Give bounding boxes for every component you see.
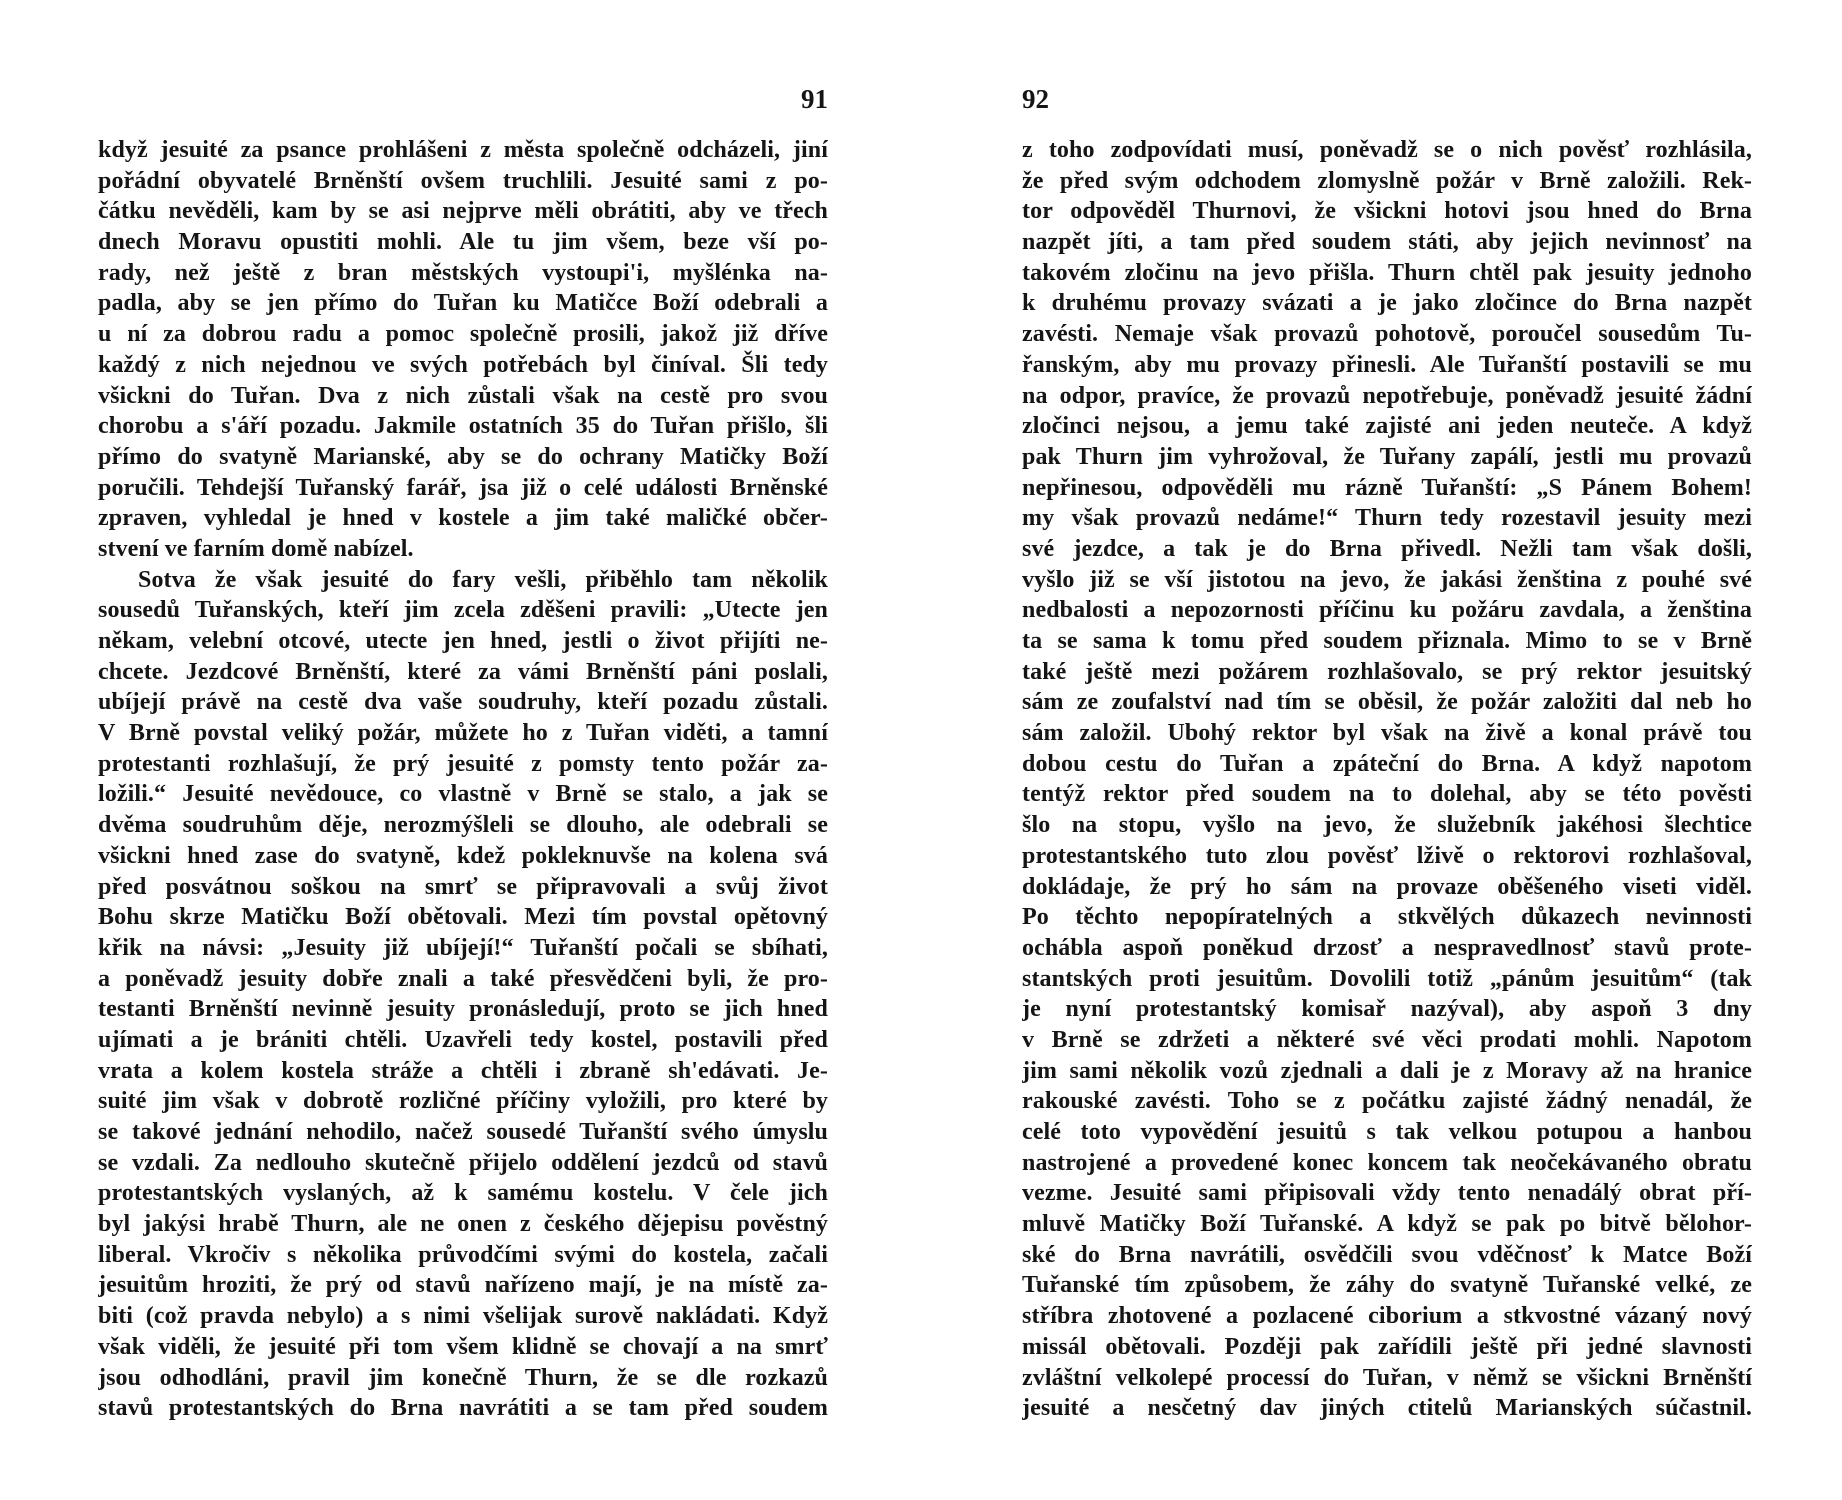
text-line: ubíjejí právě na cestě dva vaše soudruhy, kteří pozadu zůstali. — [98, 689, 828, 716]
text-line: zavésti. Nemaje však provazů pohotově, poroučel sousedům Tu- — [1022, 321, 1752, 348]
text-line: čátku nevěděli, kam by se asi nejprve měli obrátiti, aby ve třech — [98, 198, 828, 225]
text-line: pořádní obyvatelé Brněnští ovšem truchlili. Jesuité sami z po- — [98, 167, 828, 194]
text-line: když jesuité za psance prohlášeni z města společně odcházeli, jiní — [98, 137, 828, 163]
text-line: v Brně se zdržeti a některé své věci prodati mohli. Napotom — [1022, 1026, 1752, 1053]
text-line: řanským, aby mu provazy přinesli. Ale Tuřanští postavili se mu — [1022, 351, 1752, 378]
text-line: rady, než ještě z bran městských vystoupi'i, myšlénka na- — [98, 259, 828, 286]
text-line: stavů protestantských do Brna navrátiti a se tam před soudem — [98, 1395, 828, 1422]
text-line: sám založil. Ubohý rektor byl však na živě a konal právě tou — [1022, 720, 1752, 747]
text-line: byl jakýsi hrabě Thurn, ale ne onen z českého dějepisu pověstný — [98, 1211, 828, 1238]
text-line: ochábla aspoň poněkud drzosť a nespravedlnosť stavů prote- — [1022, 934, 1752, 961]
text-line: u ní za dobrou radu a pomoc společně prosili, jakož již dříve — [98, 321, 828, 348]
text-line: padla, aby se jen přímo do Tuřan ku Matičce Boží odebrali a — [98, 290, 828, 317]
text-line: protestanti rozhlašují, že prý jesuité z pomsty tento požár za- — [98, 750, 828, 777]
text-line: je nyní protestantský komisař nazýval), aby aspoň 3 dny — [1022, 996, 1752, 1023]
text-line: mluvě Matičky Boží Tuřanské. A když se pak po bitvě bělohor- — [1022, 1211, 1752, 1238]
text-line: nastrojené a provedené konec koncem tak neočekávaného obratu — [1022, 1149, 1752, 1176]
text-line: ložili.“ Jesuité nevědouce, co vlastně v Brně se stalo, a jak se — [98, 781, 828, 808]
text-line: dnech Moravu opustiti mohli. Ale tu jim všem, beze vší po- — [98, 229, 828, 256]
text-line: nepřinesou, odpověděli mu rázně Tuřanští: „S Pánem Bohem! — [1022, 474, 1752, 501]
text-line: na odpor, pravíce, že provazů nepotřebuje, poněvadž jesuité žádní — [1022, 382, 1752, 409]
text-line: Sotva že však jesuité do fary vešli, přiběhlo tam několik — [138, 566, 828, 593]
text-line: zpraven, vyhledal je hned v kostele a jim také maličké občer- — [98, 505, 828, 532]
text-line: a poněvadž jesuity dobře znali a také přesvědčeni byli, že pro- — [98, 965, 828, 992]
text-line: někam, velební otcové, utecte jen hned, jestli o život přijíti ne- — [98, 628, 828, 654]
text-line: nedbalosti a nepozornosti příčinu ku požáru zavdala, a ženština — [1022, 597, 1752, 624]
text-line: před posvátnou soškou na smrť se připravovali a svůj život — [98, 873, 828, 900]
page-number: 92 — [1022, 84, 1049, 114]
text-line: přímo do svatyně Marianské, aby se do ochrany Matičky Boží — [98, 443, 828, 470]
text-line: sousedů Tuřanských, kteří jim zcela zděšeni pravili: „Utecte jen — [98, 597, 828, 624]
text-line: Bohu skrze Matičku Boží obětovali. Mezi tím povstal opětovný — [98, 904, 828, 931]
text-line: pak Thurn jim vyhrožoval, že Tuřany zapálí, jestli mu provazů — [1022, 443, 1752, 470]
text-line: se takové jednání nehodilo, načež sousedé Tuřanští svého úmyslu — [98, 1119, 828, 1145]
text-line: ské do Brna navrátili, osvědčili svou vděčnosť k Matce Boží — [1022, 1241, 1752, 1268]
text-line: my však provazů nedáme!“ Thurn tedy rozestavil jesuity mezi — [1022, 505, 1752, 532]
text-line: každý z nich nejednou ve svých potřebách byl činíval. Šli tedy — [98, 351, 828, 378]
text-line: Po těchto nepopíratelných a stkvělých důkazech nevinnosti — [1022, 904, 1752, 931]
text-line: vyšlo již se vší jistotou na jevo, že jakási ženština z pouhé své — [1022, 566, 1752, 593]
text-line: že před svým odchodem zlomyslně požár v Brně založili. Rek- — [1022, 167, 1752, 194]
text-line: tentýž rektor před soudem na to dolehal, aby se této pověsti — [1022, 781, 1752, 808]
text-line: dokládaje, že prý ho sám na provaze oběšeného viseti viděl. — [1022, 873, 1752, 900]
text-line: ta se sama k tomu před soudem přiznala. Mimo to se v Brně — [1022, 628, 1752, 654]
text-line: poručili. Tehdejší Tuřanský farář, jsa již o celé události Brněnské — [98, 474, 828, 501]
text-line: všickni hned zase do svatyně, kdež pokleknuvše na kolena svá — [98, 842, 828, 869]
text-line: zvláštní velkolepé processí do Tuřan, v němž se všickni Brněnští — [1022, 1364, 1752, 1391]
left-page — [98, 0, 828, 1500]
text-line: jim sami několik vozů zjednali a dali je z Moravy až na hranice — [1022, 1057, 1752, 1084]
text-line: všickni do Tuřan. Dva z nich zůstali však na cestě pro svou — [98, 382, 828, 409]
text-line: ujímati a je brániti chtěli. Uzavřeli tedy kostel, postavili před — [98, 1026, 828, 1053]
text-line: své jezdce, a tak je do Brna přivedl. Nežli tam však došli, — [1022, 535, 1752, 562]
text-line: k druhému provazy svázati a je jako zločince do Brna nazpět — [1022, 290, 1752, 317]
text-line: stantských proti jesuitům. Dovolili totiž „pánům jesuitům“ (tak — [1022, 965, 1752, 992]
text-line: chcete. Jezdcové Brněnští, které za vámi Brněnští páni poslali, — [98, 658, 828, 685]
text-line: jsou odhodláni, pravil jim konečně Thurn, že se dle rozkazů — [98, 1364, 828, 1391]
text-line: dvěma soudruhům děje, nerozmýšleli se dlouho, ale odebrali se — [98, 812, 828, 839]
text-line: však viděli, že jesuité při tom všem klidně se chovají a na smrť — [98, 1333, 828, 1360]
text-line: nazpět jíti, a tam před soudem státi, aby jejich nevinnosť na — [1022, 229, 1752, 256]
text-line: jesuité a nesčetný dav jiných ctitelů Marianských súčastnil. — [1022, 1395, 1752, 1422]
text-line: liberal. Vkročiv s několika průvodčími svými do kostela, začali — [98, 1241, 828, 1268]
text-line: rakouské zavésti. Toho se z počátku zajisté žádný nenadál, že — [1022, 1088, 1752, 1115]
text-line: dobou cestu do Tuřan a zpáteční do Brna. A když napotom — [1022, 750, 1752, 777]
right-page — [1022, 0, 1752, 1500]
text-line: šlo na stopu, vyšlo na jevo, že služebník jakéhosi šlechtice — [1022, 812, 1752, 839]
page-number: 91 — [801, 84, 828, 114]
text-line: biti (což pravda nebylo) a s nimi všelijak surově nakládati. Když — [98, 1303, 828, 1330]
text-line: stvení ve farním domě nabízel. — [98, 535, 414, 562]
text-line: takovém zločinu na jevo přišla. Thurn chtěl pak jesuity jednoho — [1022, 259, 1752, 286]
text-line: protestantského tuto zlou pověsť lživě o rektorovi rozhlašoval, — [1022, 842, 1752, 869]
text-line: Tuřanské tím způsobem, že záhy do svatyně Tuřanské velké, ze — [1022, 1272, 1752, 1299]
text-line: také ještě mezi požárem rozhlašovalo, se prý rektor jesuitský — [1022, 658, 1752, 685]
text-line: vezme. Jesuité sami připisovali vždy tento nenadálý obrat pří- — [1022, 1180, 1752, 1207]
page-text — [98, 135, 828, 1424]
text-line: missál obětovali. Později pak zařídili ještě při jedné slavnosti — [1022, 1333, 1752, 1360]
text-line: křik na návsi: „Jesuity již ubíjejí!“ Tuřanští počali se sbíhati, — [98, 934, 828, 961]
text-line: zločinci nejsou, a jemu také zajisté ani jeden neuteče. A když — [1022, 413, 1752, 440]
text-line: vrata a kolem kostela stráže a chtěli i zbraně sh'edávati. Je- — [98, 1057, 828, 1084]
text-line: jesuitům hroziti, že prý od stavů nařízeno mají, je na místě za- — [98, 1272, 828, 1299]
text-line: testanti Brněnští nevinně jesuity pronásledují, proto se jich hned — [98, 996, 828, 1023]
text-line: se vzdali. Za nedlouho skutečně přijelo oddělení jezdců od stavů — [98, 1149, 828, 1176]
text-line: tor odpověděl Thurnovi, že všickni hotovi jsou hned do Brna — [1022, 198, 1752, 225]
text-line: V Brně povstal veliký požár, můžete ho z Tuřan viděti, a tamní — [98, 720, 828, 747]
text-line: chorobu a s'áří pozadu. Jakmile ostatních 35 do Tuřan přišlo, šli — [98, 413, 828, 440]
text-line: suité jim však v dobrotě rozličné příčiny vyložili, pro které by — [98, 1088, 828, 1115]
text-line: protestantských vyslaných, až k samému kostelu. V čele jich — [98, 1180, 828, 1207]
text-line: celé toto vypovědění jesuitů s tak velkou potupou a hanbou — [1022, 1119, 1752, 1145]
text-line: z toho zodpovídati musí, poněvadž se o nich pověsť rozhlásila, — [1022, 137, 1752, 163]
page-text — [1022, 135, 1752, 1424]
text-line: sám ze zoufalství nad tím se oběsil, že požár založiti dal neb ho — [1022, 689, 1752, 716]
text-line: stříbra zhotovené a pozlacené ciborium a stkvostné vázaný nový — [1022, 1303, 1752, 1330]
